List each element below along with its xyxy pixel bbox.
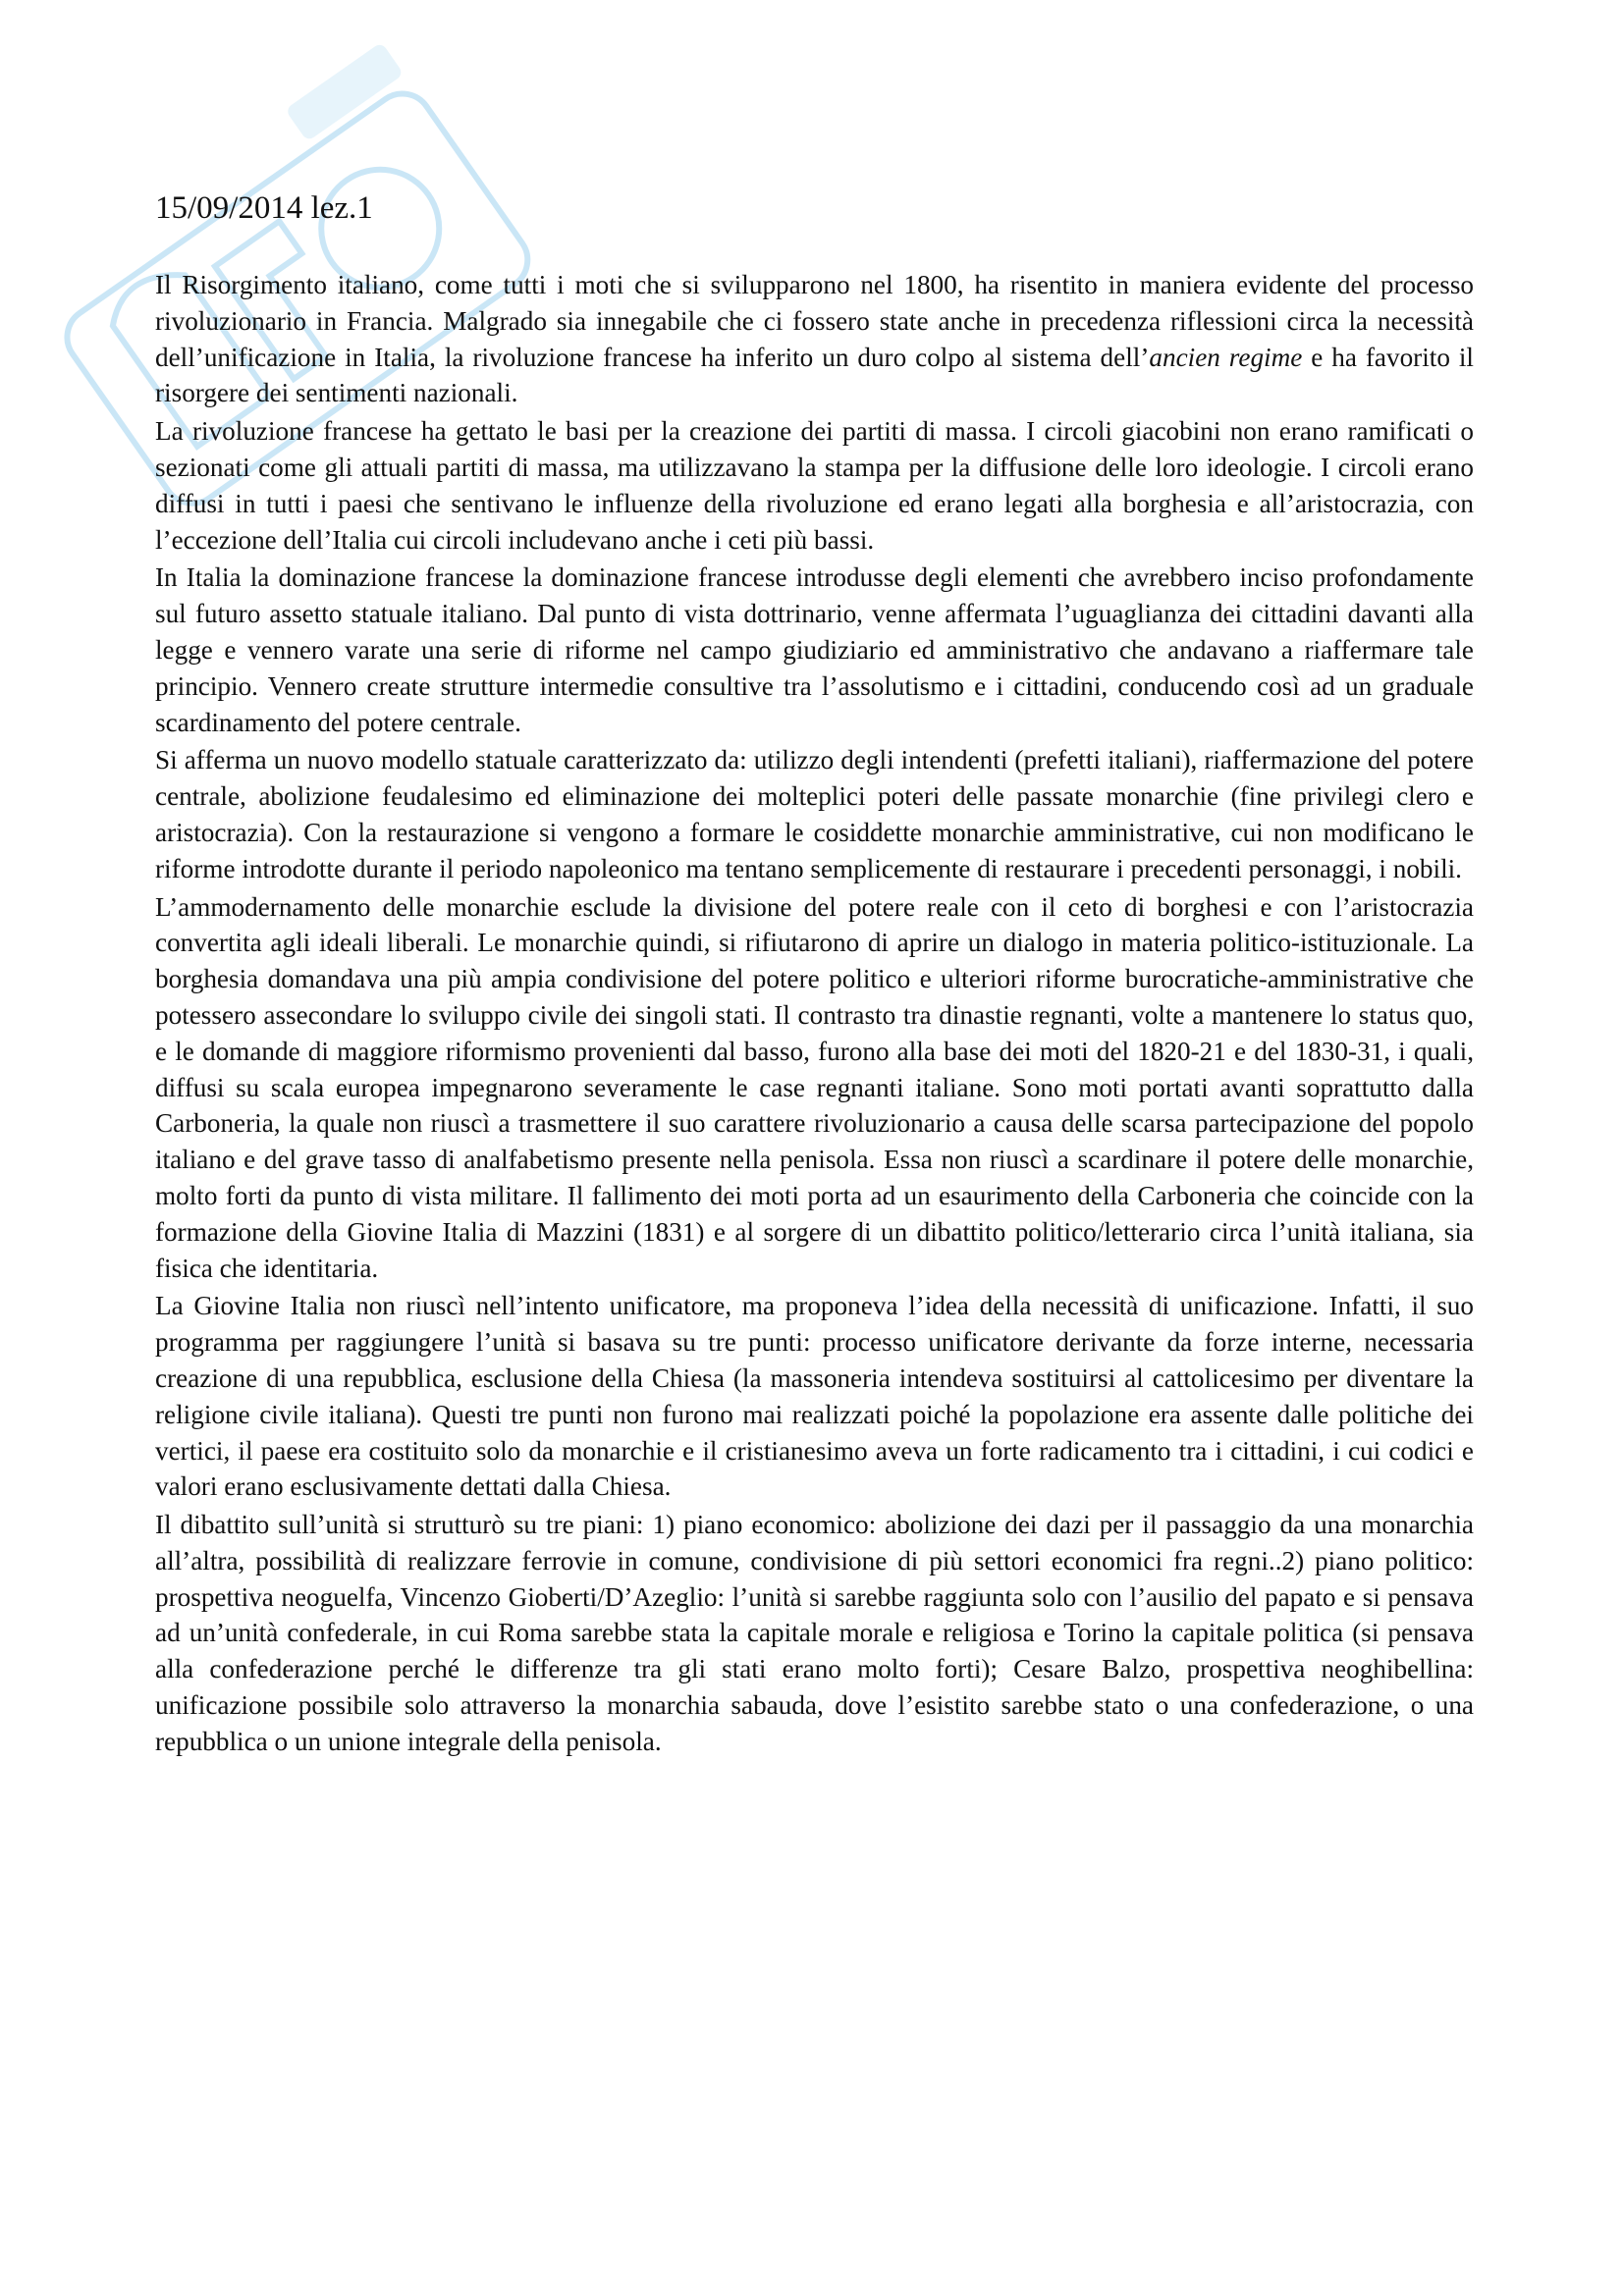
paragraph-1-italic: ancien regime [1149,342,1303,372]
paragraph-1 [155,267,1474,411]
paragraph-3: In Italia la dominazione francese la dominazione francese introdusse degli elementi che avrebbero inciso profondamente sul futuro assetto statuale italiano. Dal punto di vista dottrinario, venne affermata l’uguaglianza dei cittadini davanti alla legge e vennero varate una serie di riforme nel campo giudiziario ed amministrativo che andavano a riaffermare tale principio. Vennero create strutture intermedie consultive tra l’assolutismo e i cittadini, conducendo così ad un graduale scardinamento del potere centrale. [155,562,1474,737]
paragraph-6: La Giovine Italia non riuscì nell’intento unificatore, ma proponeva l’idea della necessità di unificazione. Infatti, il suo programma per raggiungere l’unità si basava su tre punti: processo unificatore derivante da forze interne, necessaria creazione di una repubblica, esclusione della Chiesa (la massoneria intendeva sostituirsi al cattolicesimo per diventare la religione civile italiana). Questi tre punti non furono mai realizzati poiché la popolazione era assente dalle politiche dei vertici, il paese era costituito solo da monarchie e il cristianesimo aveva un forte radicamento tra i cittadini, i cui codici e valori erano esclusivamente dettati dalla Chiesa. [155,1291,1474,1502]
paragraph-7: Il dibattito sull’unità si strutturò su tre piani: 1) piano economico: abolizione dei dazi per il passaggio da una monarchia all’altra, possibilità di realizzare ferrovie in comune, condivisione di più settori economici fra regni..2) piano politico: prospettiva neoguelfa, Vincenzo Gioberti/D’Azeglio: l’unità si sarebbe raggiunta solo con l’ausilio del papato e si pensava ad un’unità confederale, in cui Roma sarebbe stata la capitale morale e religiosa e Torino la capitale politica (si pensava alla confederazione perché le differenze tra gli stati erano molto forti); Cesare Balzo, prospettiva neoghibellina: unificazione possibile solo attraverso la monarchia sabauda, dove l’esistito sarebbe stato o una confederazione, o una repubblica o un unione integrale della penisola. [155,1510,1474,1756]
paragraph-1-text-after: e ha favorito il risorgere dei sentimenti nazionali. [155,342,1474,408]
paragraph-5: L’ammodernamento delle monarchie esclude la divisione del potere reale con il ceto di borghesi e con l’aristocrazia convertita agli ideali liberali. Le monarchie quindi, si rifiutarono di aprire un dialogo in materia politico-istituzionale. La borghesia domandava una più ampia condivisione del potere politico e ulteriori riforme burocratiche-amministrative che potessero assecondare lo sviluppo civile dei singoli stati. Il contrasto tra dinastie regnanti, volte a mantenere lo status quo, e le domande di maggiore riformismo provenienti dal basso, furono alla base dei moti del 1820-21 e del 1830-31, i quali, diffusi su scala europea impegnarono severamente le case regnanti italiane. Sono moti portati avanti soprattutto dalla Carboneria, la quale non riuscì a trasmettere il suo carattere rivoluzionario a causa delle scarsa partecipazione del popolo italiano e del grave tasso di analfabetismo presente nella penisola. Essa non riuscì a scardinare il potere delle monarchie, molto forti da punto di vista militare. Il fallimento dei moti porta ad un esaurimento della Carboneria che coincide con la formazione della Giovine Italia di Mazzini (1831) e al sorgere di un dibattito politico/letterario circa l’unità italiana, sia fisica che identitaria. [155,891,1474,1283]
paragraph-1-text-before: Il Risorgimento italiano, come tutti i moti che si svilupparono nel 1800, ha risentito in maniera evidente del processo rivoluzionario in Francia. Malgrado sia innegabile che ci fossero state anche in precedenza riflessioni circa la necessità dell’unificazione in Italia, la rivoluzione francese ha inferito un duro colpo al sistema dell’ [155,270,1474,372]
document-page [155,188,1474,1762]
paragraph-4: Si afferma un nuovo modello statuale caratterizzato da: utilizzo degli intendenti (prefetti italiani), riaffermazione del potere centrale, abolizione feudalesimo ed eliminazione dei molteplici poteri delle passate monarchie (fine privilegi clero e aristocrazia). Con la restaurazione si vengono a formare le cosiddette monarchie amministrative, cui non modificano le riforme introdotte durante il periodo napoleonico ma tentano semplicemente di restaurare i precedenti personaggi, i nobili. [155,745,1474,883]
paragraph-2: La rivoluzione francese ha gettato le basi per la creazione dei partiti di massa. I circoli giacobini non erano ramificati o sezionati come gli attuali partiti di massa, ma utilizzavano la stampa per la diffusione delle loro ideologie. I circoli erano diffusi in tutti i paesi che sentivano le influenze della rivoluzione ed erano legati alla borghesia e all’aristocrazia, con l’eccezione dell’Italia cui circoli includevano anche i ceti più bassi. [155,416,1474,555]
page-title: 15/09/2014 lez.1 [155,190,373,226]
